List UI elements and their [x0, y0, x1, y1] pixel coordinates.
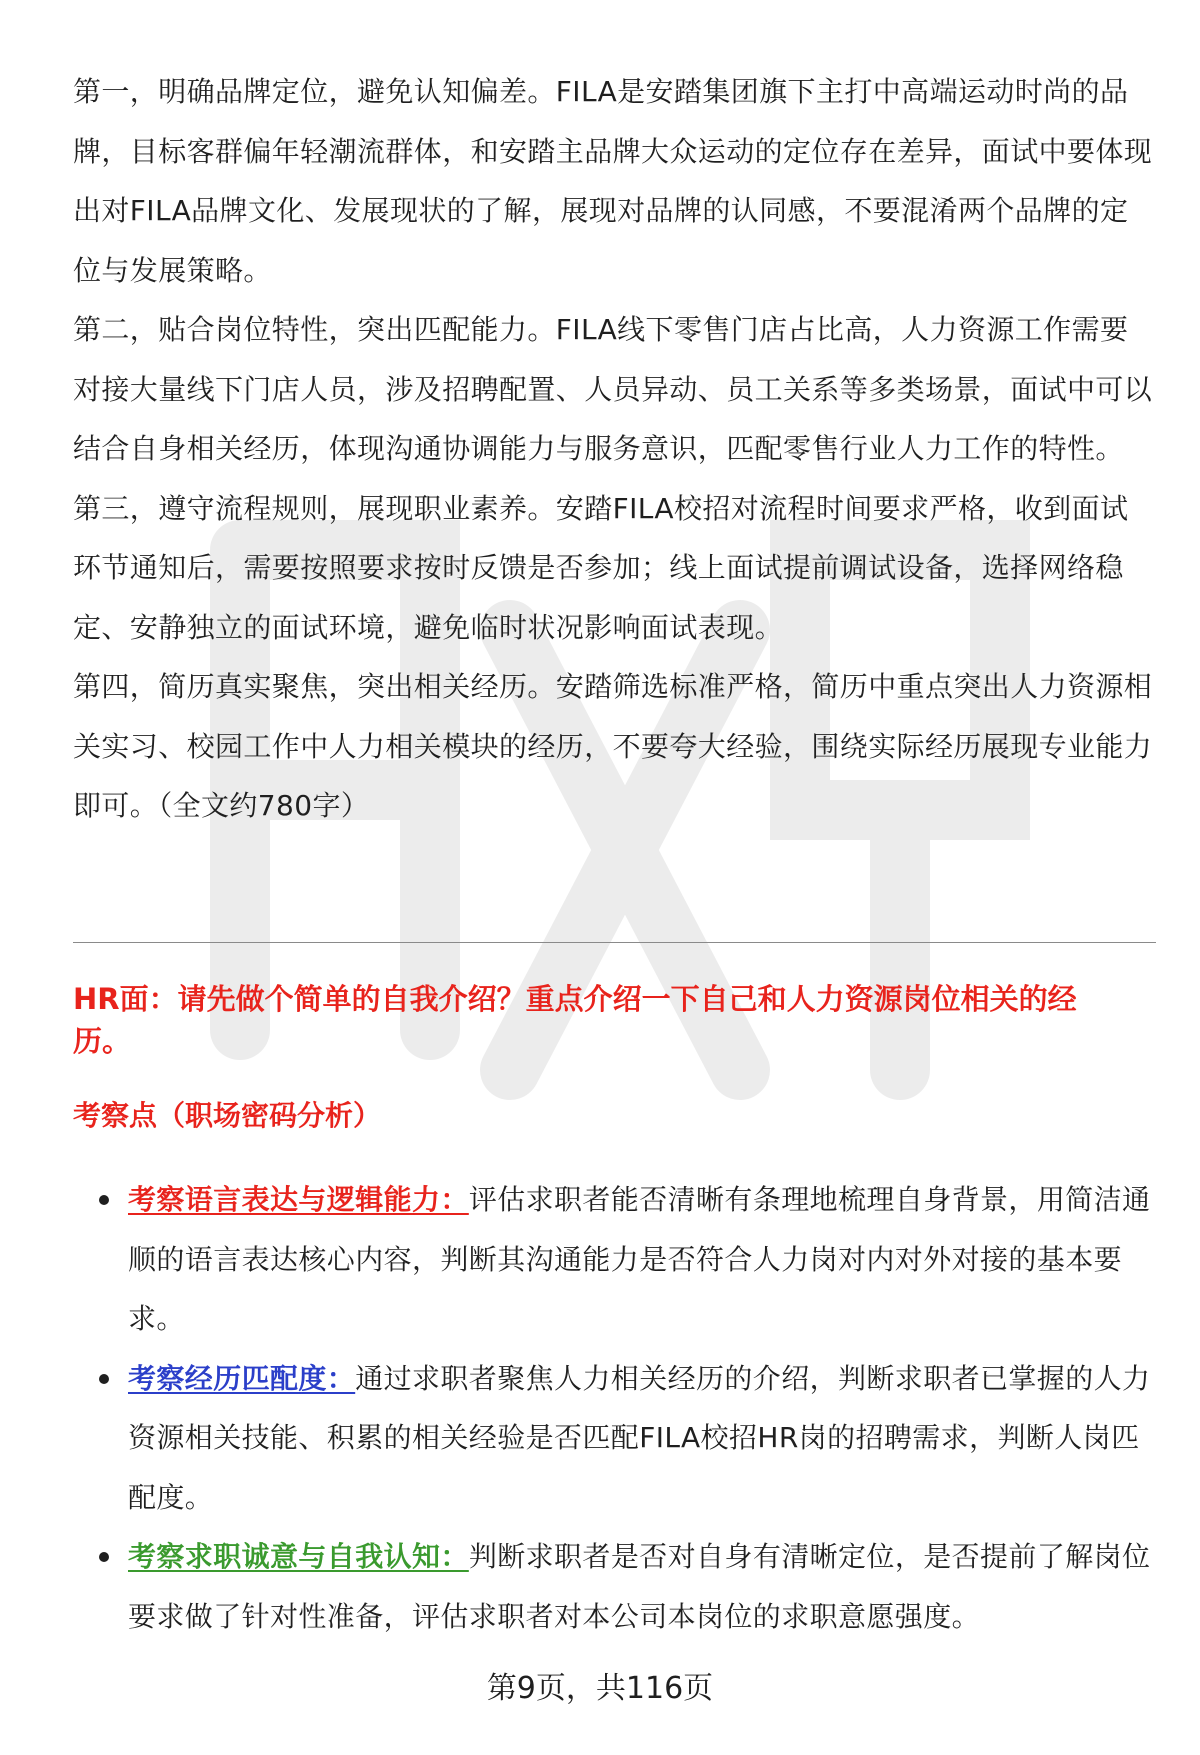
paragraph-brand-positioning: 第一，明确品牌定位，避免认知偏差。FILA是安踏集团旗下主打中高端运动时尚的品牌，目标客群偏年轻潮流群体，和安踏主品牌大众运动的定位存在差异，面试中要体现出对FILA品牌文化、发展现状的了解，展现对品牌的认同感，不要混淆两个品牌的定位与发展策略。 — [73, 75, 1153, 287]
bullet-icon — [99, 1374, 109, 1384]
section-divider — [73, 942, 1156, 943]
paragraph-process-rules: 第三，遵守流程规则，展现职业素养。安踏FILA校招对流程时间要求严格，收到面试环节通知后，需要按照要求按时反馈是否参加；线上面试提前调试设备，选择网络稳定、安静独立的面试环境，避免临时状况影响面试表现。 — [73, 491, 1129, 644]
paragraph-resume-focus: 第四，简历真实聚焦，突出相关经历。安踏筛选标准严格，简历中重点突出人力资源相关实习、校园工作中人力相关模块的经历，不要夸大经验，围绕实际经历展现专业能力即可。（全文约780字） — [73, 670, 1153, 822]
keyword-experience-match: 考察经历匹配度： — [128, 1361, 356, 1395]
bullet-icon — [99, 1195, 109, 1205]
list-item-experience-match — [73, 1349, 1158, 1528]
body-text-block — [73, 62, 1153, 836]
description-sincerity-self-awareness: 判断求职者是否对自身有清晰定位，是否提前了解岗位要求做了针对性准备，评估求职者对本公司本岗位的求职意愿强度。 — [128, 1540, 1151, 1633]
list-item-sincerity-self-awareness — [73, 1527, 1158, 1646]
description-language-logic: 评估求职者能否清晰有条理地梳理自身背景，用简洁通顺的语言表达核心内容，判断其沟通能力是否符合人力岗对内对外对接的基本要求。 — [128, 1183, 1151, 1335]
interview-question: HR面：请先做个简单的自我介绍？重点介绍一下自己和人力资源岗位相关的经历。 — [73, 982, 1077, 1058]
section-title-assessment-points: 考察点（职场密码分析） — [73, 1099, 382, 1132]
assessment-points-list — [73, 1170, 1158, 1646]
list-item-language-logic — [73, 1170, 1158, 1349]
page-number-footer: 第9页，共116页 — [486, 1671, 714, 1706]
keyword-sincerity-self-awareness: 考察求职诚意与自我认知： — [128, 1540, 469, 1573]
paragraph-job-fit: 第二，贴合岗位特性，突出匹配能力。FILA线下零售门店占比高，人力资源工作需要对接大量线下门店人员，涉及招聘配置、人员异动、员工关系等多类场景，面试中可以结合自身相关经历，体现沟通协调能力与服务意识，匹配零售行业人力工作的特性。 — [73, 313, 1153, 465]
keyword-language-logic: 考察语言表达与逻辑能力： — [128, 1183, 469, 1216]
bullet-icon — [99, 1552, 109, 1562]
description-experience-match: 通过求职者聚焦人力相关经历的介绍，判断求职者已掌握的人力资源相关技能、积累的相关经验是否匹配FILA校招HR岗的招聘需求，判断人岗匹配度。 — [128, 1361, 1151, 1514]
